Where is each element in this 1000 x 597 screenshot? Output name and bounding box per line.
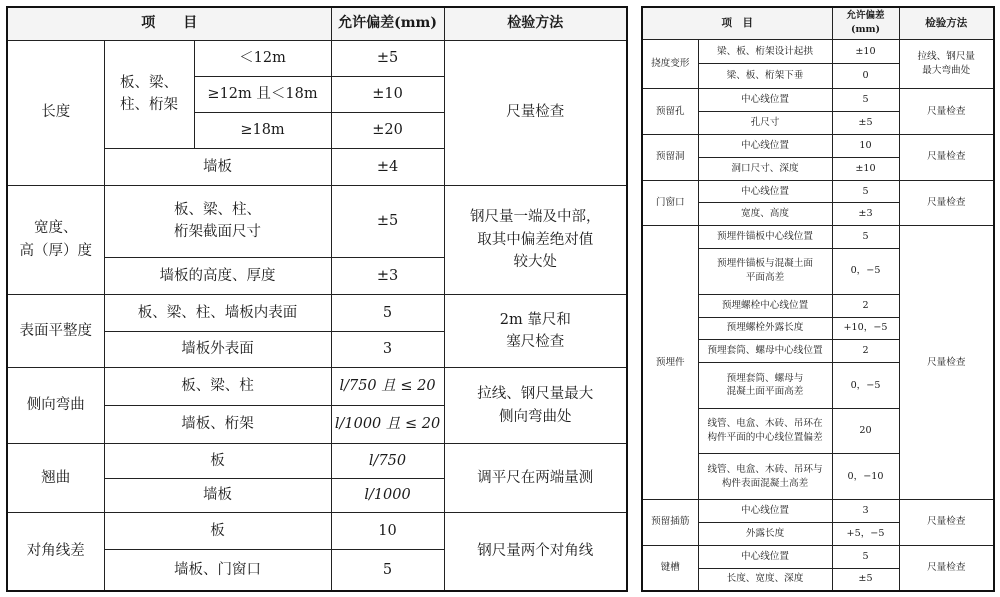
length-method: 尺量检查 bbox=[444, 40, 627, 185]
flatness-tol-1: 5 bbox=[331, 295, 444, 331]
diagonal-sub-1: 板 bbox=[104, 512, 331, 549]
width-tol-1: ±5 bbox=[331, 185, 444, 257]
length-wall-tol: ±4 bbox=[331, 149, 444, 185]
groove-method: 尺量检查 bbox=[899, 545, 994, 591]
embedded-tol-1: 5 bbox=[832, 226, 899, 249]
embedded-tol-7: 20 bbox=[832, 408, 899, 454]
dowel-tol-2: +5，−5 bbox=[832, 522, 899, 545]
warp-method: 调平尺在两端量测 bbox=[444, 444, 627, 512]
table-row bbox=[642, 500, 994, 523]
header-tolerance: 允许偏差(mm) bbox=[331, 7, 444, 40]
deflection-tol-2: 0 bbox=[832, 64, 899, 89]
table-row bbox=[7, 367, 627, 405]
groove-sub-1: 中心线位置 bbox=[698, 545, 832, 568]
warp-sub-1: 板 bbox=[104, 444, 331, 478]
group-label-reserved-hole: 预留孔 bbox=[642, 89, 698, 135]
header-item: 项 目 bbox=[642, 7, 832, 39]
header-method: 检验方法 bbox=[444, 7, 627, 40]
deflection-method: 拉线、钢尺量 最大弯曲处 bbox=[899, 39, 994, 89]
embedded-method: 尺量检查 bbox=[899, 226, 994, 500]
dowel-sub-2: 外露长度 bbox=[698, 522, 832, 545]
embedded-sub-4: 预埋螺栓外露长度 bbox=[698, 317, 832, 340]
group-label-embedded: 预埋件 bbox=[642, 226, 698, 500]
right-tolerance-table bbox=[641, 6, 993, 592]
row-label-bending: 侧向弯曲 bbox=[7, 367, 104, 444]
header-item: 项 目 bbox=[7, 7, 331, 40]
hole-tol-2: ±5 bbox=[832, 112, 899, 135]
table-header-row bbox=[642, 7, 994, 39]
left-table bbox=[6, 6, 628, 592]
groove-tol-2: ±5 bbox=[832, 568, 899, 591]
hole-sub-2: 孔尺寸 bbox=[698, 112, 832, 135]
table-row bbox=[7, 444, 627, 478]
diagonal-method: 钢尺量两个对角线 bbox=[444, 512, 627, 591]
hole-tol-1: 5 bbox=[832, 89, 899, 112]
embedded-sub-8: 线管、电盒、木砖、吊环与 构件表面混凝土高差 bbox=[698, 454, 832, 500]
embedded-tol-5: 2 bbox=[832, 340, 899, 363]
bending-method: 拉线、钢尺量最大 侧向弯曲处 bbox=[444, 367, 627, 444]
group-label-key-groove: 键槽 bbox=[642, 545, 698, 591]
bending-sub-1: 板、梁、柱 bbox=[104, 367, 331, 405]
length-tol-2: ±10 bbox=[331, 76, 444, 112]
dowel-sub-1: 中心线位置 bbox=[698, 500, 832, 523]
opening-method: 尺量检查 bbox=[899, 135, 994, 181]
table-row bbox=[7, 185, 627, 257]
table-row bbox=[642, 545, 994, 568]
embedded-tol-3: 2 bbox=[832, 294, 899, 317]
embedded-tol-6: 0，−5 bbox=[832, 363, 899, 409]
embedded-sub-1: 预埋件锚板中心线位置 bbox=[698, 226, 832, 249]
door-sub-1: 中心线位置 bbox=[698, 180, 832, 203]
deflection-sub-1: 梁、板、桁架设计起拱 bbox=[698, 39, 832, 64]
length-sub-3: ≥18m bbox=[194, 113, 331, 149]
table-row bbox=[7, 295, 627, 331]
flatness-sub-2: 墙板外表面 bbox=[104, 331, 331, 367]
door-method: 尺量检查 bbox=[899, 180, 994, 226]
bending-tol-1: l/750 且 ≤ 20 bbox=[331, 367, 444, 405]
embedded-sub-6: 预埋套筒、螺母与 混凝土面平面高差 bbox=[698, 363, 832, 409]
diagonal-tol-2: 5 bbox=[331, 549, 444, 591]
warp-tol-2: l/1000 bbox=[331, 478, 444, 512]
group-label-reserved-opening: 预留洞 bbox=[642, 135, 698, 181]
diagonal-sub-2: 墙板、门窗口 bbox=[104, 549, 331, 591]
length-sub-1: ＜12m bbox=[194, 40, 331, 76]
door-tol-1: 5 bbox=[832, 180, 899, 203]
table-row bbox=[7, 40, 627, 76]
embedded-sub-5: 预埋套筒、螺母中心线位置 bbox=[698, 340, 832, 363]
deflection-tol-1: ±10 bbox=[832, 39, 899, 64]
length-tol-3: ±20 bbox=[331, 113, 444, 149]
flatness-sub-1: 板、梁、柱、墙板内表面 bbox=[104, 295, 331, 331]
embedded-tol-8: 0，−10 bbox=[832, 454, 899, 500]
length-wall-sub: 墙板 bbox=[104, 149, 331, 185]
header-tolerance: 允许偏差(mm) bbox=[832, 7, 899, 39]
diagonal-tol-1: 10 bbox=[331, 512, 444, 549]
width-sub-1: 板、梁、柱、 桁架截面尺寸 bbox=[104, 185, 331, 257]
group-label-deflection: 挠度变形 bbox=[642, 39, 698, 89]
table-row bbox=[642, 135, 994, 158]
width-method: 钢尺量一端及中部， 取其中偏差绝对值 较大处 bbox=[444, 185, 627, 295]
hole-sub-1: 中心线位置 bbox=[698, 89, 832, 112]
door-sub-2: 宽度、高度 bbox=[698, 203, 832, 226]
width-sub-2: 墙板的高度、厚度 bbox=[104, 258, 331, 295]
width-tol-2: ±3 bbox=[331, 258, 444, 295]
table-row bbox=[642, 89, 994, 112]
opening-tol-2: ±10 bbox=[832, 157, 899, 180]
row-label-diagonal: 对角线差 bbox=[7, 512, 104, 591]
row-label-width: 宽度、 高（厚）度 bbox=[7, 185, 104, 295]
dowel-method: 尺量检查 bbox=[899, 500, 994, 546]
right-table bbox=[641, 6, 995, 592]
table-row bbox=[642, 226, 994, 249]
group-label-door-window: 门窗口 bbox=[642, 180, 698, 226]
opening-sub-1: 中心线位置 bbox=[698, 135, 832, 158]
embedded-sub-2: 预埋件锚板与混凝土面 平面高差 bbox=[698, 249, 832, 295]
length-tol-1: ±5 bbox=[331, 40, 444, 76]
embedded-sub-7: 线管、电盒、木砖、吊环在 构件平面的中心线位置偏差 bbox=[698, 408, 832, 454]
dowel-tol-1: 3 bbox=[832, 500, 899, 523]
bending-tol-2: l/1000 且 ≤ 20 bbox=[331, 406, 444, 444]
hole-method: 尺量检查 bbox=[899, 89, 994, 135]
embedded-tol-2: 0，−5 bbox=[832, 249, 899, 295]
opening-sub-2: 洞口尺寸、深度 bbox=[698, 157, 832, 180]
groove-tol-1: 5 bbox=[832, 545, 899, 568]
length-group-label: 板、梁、 柱、桁架 bbox=[104, 40, 194, 149]
table-row bbox=[7, 512, 627, 549]
group-label-dowel: 预留插筋 bbox=[642, 500, 698, 546]
row-label-warp: 翘曲 bbox=[7, 444, 104, 512]
embedded-sub-3: 预埋螺栓中心线位置 bbox=[698, 294, 832, 317]
warp-sub-2: 墙板 bbox=[104, 478, 331, 512]
flatness-method: 2m 靠尺和 塞尺检查 bbox=[444, 295, 627, 367]
groove-sub-2: 长度、宽度、深度 bbox=[698, 568, 832, 591]
table-row bbox=[642, 180, 994, 203]
flatness-tol-2: 3 bbox=[331, 331, 444, 367]
door-tol-2: ±3 bbox=[832, 203, 899, 226]
embedded-tol-4: +10，−5 bbox=[832, 317, 899, 340]
bending-sub-2: 墙板、桁架 bbox=[104, 406, 331, 444]
row-label-length: 长度 bbox=[7, 40, 104, 185]
opening-tol-1: 10 bbox=[832, 135, 899, 158]
table-row bbox=[642, 39, 994, 64]
table-header-row bbox=[7, 7, 627, 40]
row-label-flatness: 表面平整度 bbox=[7, 295, 104, 367]
header-method: 检验方法 bbox=[899, 7, 994, 39]
deflection-sub-2: 梁、板、桁架下垂 bbox=[698, 64, 832, 89]
left-tolerance-table bbox=[6, 6, 626, 592]
warp-tol-1: l/750 bbox=[331, 444, 444, 478]
length-sub-2: ≥12m 且＜18m bbox=[194, 76, 331, 112]
